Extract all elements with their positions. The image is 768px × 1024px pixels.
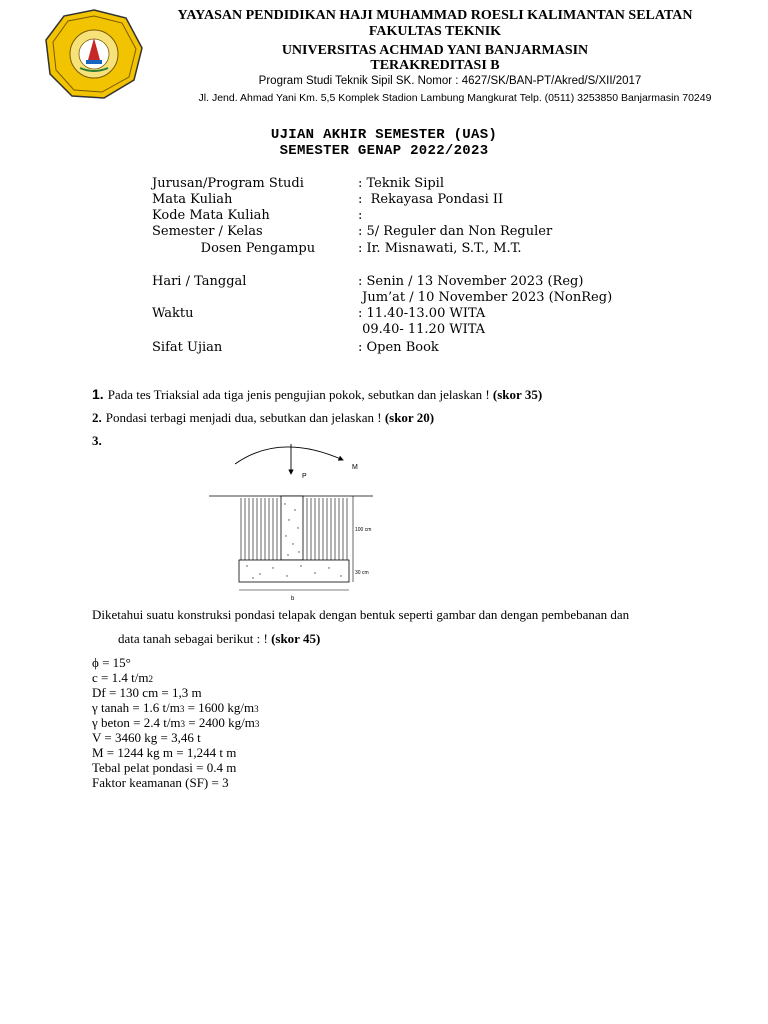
question-2-score: (skor 20) <box>384 410 435 425</box>
address: Jl. Jend. Ahmad Yani Km. 5,5 Komplek Stadion Lambung Mangkurat Telp. (0511) 3253850 Banjarmasin 70249 <box>198 92 712 104</box>
university-name: UNIVERSITAS ACHMAD YANI BANJARMASIN <box>281 43 589 58</box>
label-m: M <box>352 464 358 471</box>
info-label-dosen: Dosen Pengampu <box>180 241 316 256</box>
label-100cm: 100 cm <box>355 527 372 533</box>
label-30cm: 30 cm <box>355 570 369 576</box>
gamma-beton-b: = 2400 kg/m <box>185 715 255 730</box>
gamma-beton-a: γ beton = 2.4 t/m <box>92 715 181 730</box>
question-1-text: Pada tes Triaksial ada tiga jenis pengujian pokok, sebutkan dan jelaskan ! <box>107 387 493 402</box>
university-logo <box>44 8 144 100</box>
info-value-jurusan: : Teknik Sipil <box>358 176 444 191</box>
gamma-tanah-sub1: 3 <box>179 704 185 714</box>
info-value-tanggal-nonreg: Jum’at / 10 November 2023 (NonReg) <box>358 290 613 305</box>
gamma-beton-sub1: 3 <box>180 719 186 729</box>
soil-left <box>241 498 277 560</box>
footing-slab <box>239 560 349 582</box>
given-phi: ϕ = 15° <box>92 655 131 670</box>
foundation-diagram <box>205 438 383 606</box>
info-label-kode: Kode Mata Kuliah <box>152 208 270 223</box>
question-3-number-text: 3. <box>92 433 102 448</box>
info-value-kode: : <box>358 208 363 223</box>
info-label-jurusan: Jurusan/Program Studi <box>152 176 304 191</box>
given-c-value: c = 1.4 t/m <box>92 670 149 685</box>
given-tebal: Tebal pelat pondasi = 0.4 m <box>92 760 237 775</box>
info-value-matakuliah: : Rekayasa Pondasi II <box>358 192 504 207</box>
given-c-unit-sub: 2 <box>148 674 153 684</box>
gamma-tanah-a: γ tanah = 1.6 t/m <box>92 700 180 715</box>
label-b: b <box>291 596 295 602</box>
faculty-name: FAKULTAS TEKNIK <box>368 24 502 39</box>
foundation-name: YAYASAN PENDIDIKAN HAJI MUHAMMAD ROESLI KALIMANTAN SELATAN <box>177 8 693 23</box>
info-label-matakuliah: Mata Kuliah <box>152 192 233 207</box>
info-label-semester: Semester / Kelas <box>152 224 263 239</box>
q3-description: Diketahui suatu konstruksi pondasi telapak dengan bentuk seperti gambar dan dengan pembebanan dan <box>92 607 630 622</box>
info-value-waktu-nonreg: 09.40- 11.20 WITA <box>358 322 486 337</box>
info-value-dosen: : Ir. Misnawati, S.T., M.T. <box>358 241 522 256</box>
question-2-number: 2. <box>92 410 102 425</box>
moment-arc <box>235 447 343 464</box>
exam-semester: SEMESTER GENAP 2022/2023 <box>279 143 489 159</box>
label-p: P <box>302 473 307 480</box>
column <box>281 496 303 560</box>
info-label-sifat: Sifat Ujian <box>152 340 223 355</box>
gamma-beton-sub2: 3 <box>254 719 260 729</box>
info-value-tanggal-reg: : Senin / 13 November 2023 (Reg) <box>358 274 584 289</box>
q3-description-text: data tanah sebagai berikut : ! <box>118 631 272 646</box>
given-sf: Faktor keamanan (SF) = 3 <box>92 775 229 790</box>
accreditation: TERAKREDITASI B <box>370 58 500 73</box>
program-decree: Program Studi Teknik Sipil SK. Nomor : 4627/SK/BAN-PT/Akred/S/XII/2017 <box>258 75 642 87</box>
question-2-text: Pondasi terbagi menjadi dua, sebutkan dan jelaskan ! <box>105 410 385 425</box>
gamma-tanah-b: = 1600 kg/m <box>184 700 255 715</box>
q3-description-cont <box>118 631 320 647</box>
question-1 <box>92 386 542 403</box>
exam-title: UJIAN AKHIR SEMESTER (UAS) <box>270 127 498 143</box>
given-m: M = 1244 kg m = 1,244 t m <box>92 745 237 760</box>
question-3-number <box>92 433 102 449</box>
question-1-score: (skor 35) <box>492 387 543 402</box>
info-label-waktu: Waktu <box>152 306 194 321</box>
gamma-tanah-sub2: 3 <box>254 704 259 714</box>
info-label-tanggal: Hari / Tanggal <box>152 274 247 289</box>
soil-right <box>307 498 347 560</box>
given-df: Df = 130 cm = 1,3 m <box>92 685 202 700</box>
question-1-number: 1. <box>92 386 104 402</box>
info-value-waktu-reg: : 11.40-13.00 WITA <box>358 306 486 321</box>
q3-score: (skor 45) <box>271 631 321 646</box>
info-value-semester: : 5/ Reguler dan Non Reguler <box>358 224 553 239</box>
question-2 <box>92 410 434 426</box>
info-value-sifat: : Open Book <box>358 340 439 355</box>
given-v: V = 3460 kg = 3,46 t <box>92 730 201 745</box>
